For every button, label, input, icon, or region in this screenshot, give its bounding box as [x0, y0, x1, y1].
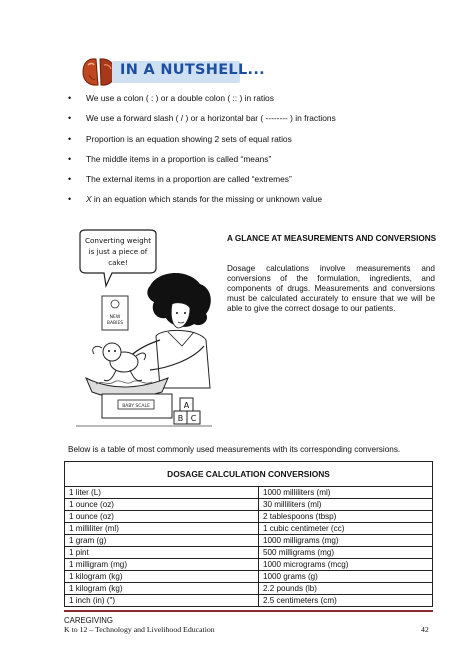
table-cell: 1 cubic centimeter (cc): [259, 523, 433, 535]
table-cell: 1 ounce (oz): [65, 499, 259, 511]
footer-divider: [64, 610, 433, 612]
glance-heading: A GLANCE AT MEASUREMENTS AND CONVERSIONS: [227, 234, 437, 243]
table-row: [65, 523, 433, 535]
table-cell: 1 milligram (mg): [65, 559, 259, 571]
table-row: [65, 535, 433, 547]
table-cell: 30 milliliters (ml): [259, 499, 433, 511]
table-row: [65, 595, 433, 607]
table-cell: 1 pint: [65, 547, 259, 559]
table-row: [65, 499, 433, 511]
table-row: [65, 559, 433, 571]
table-cell: 1000 milliliters (ml): [259, 487, 433, 499]
table-cell: 1 milliliter (ml): [65, 523, 259, 535]
scale-label: BABY SCALE: [122, 404, 150, 409]
summary-list: [66, 92, 446, 214]
block-letter: C: [190, 414, 197, 423]
table-cell: 2.2 pounds (lb): [259, 583, 433, 595]
table-cell: 1 ounce (oz): [65, 511, 259, 523]
conversion-table: [64, 461, 433, 607]
table-row: [65, 571, 433, 583]
table-cell: 1 inch (in) ("): [65, 595, 259, 607]
list-item: • X in an equation which stands for the missing or unknown value: [66, 193, 446, 213]
nurse-cartoon-illustration: [72, 228, 217, 438]
table-cell: 500 milligrams (mg): [259, 547, 433, 559]
block-letter: B: [177, 414, 184, 423]
speech-line: Converting weight: [84, 236, 152, 245]
list-item: • The external items in a proportion are called “extremes”: [66, 173, 446, 193]
block-letter: A: [183, 401, 190, 410]
footer-subject: K to 12 – Technology and Livelihood Education: [64, 625, 215, 634]
section-header: [80, 55, 265, 87]
table-header-row: [65, 462, 433, 487]
table-intro: Below is a table of most commonly used measurements with its corresponding conversions.: [68, 445, 401, 454]
speech-line: is just a piece of: [88, 247, 148, 256]
table-cell: 1 kilogram (kg): [65, 571, 259, 583]
speech-line: cake!: [108, 258, 128, 267]
section-title: IN A NUTSHELL...: [120, 62, 265, 78]
table-cell: 1000 micrograms (mcg): [259, 559, 433, 571]
table-title: DOSAGE CALCULATION CONVERSIONS: [65, 462, 433, 487]
table-cell: 1 liter (L): [65, 487, 259, 499]
table-row: [65, 487, 433, 499]
poster-line: BABIES: [106, 321, 124, 326]
list-item: • The middle items in a proportion is called “means”: [66, 153, 446, 173]
table-cell: 1 kilogram (kg): [65, 583, 259, 595]
table-cell: 1000 milligrams (mg): [259, 535, 433, 547]
list-item: • Proportion is an equation showing 2 sets of equal ratios: [66, 133, 446, 153]
table-cell: 2 tablespoons (tbsp): [259, 511, 433, 523]
table-row: [65, 583, 433, 595]
table-cell: 2.5 centimeters (cm): [259, 595, 433, 607]
footer-category: CAREGIVING: [64, 616, 113, 625]
page-number: 42: [421, 625, 429, 634]
table-row: [65, 511, 433, 523]
table-cell: 1 gram (g): [65, 535, 259, 547]
list-item: • We use a forward slash ( / ) or a horizontal bar ( -------- ) in fractions: [66, 112, 446, 132]
table-row: [65, 547, 433, 559]
glance-paragraph: Dosage calculations involve measurements and conversions of the formulation, ingredients, and components of drugs. Measurements and conversions must be calculated accurately to ensure that we will be able to give the correct dosage to our patients.: [227, 264, 435, 313]
table-cell: 1000 grams (g): [259, 571, 433, 583]
poster-line: NEW: [109, 315, 121, 320]
list-item: • We use a colon ( : ) or a double colon ( :: ) in ratios: [66, 92, 446, 112]
